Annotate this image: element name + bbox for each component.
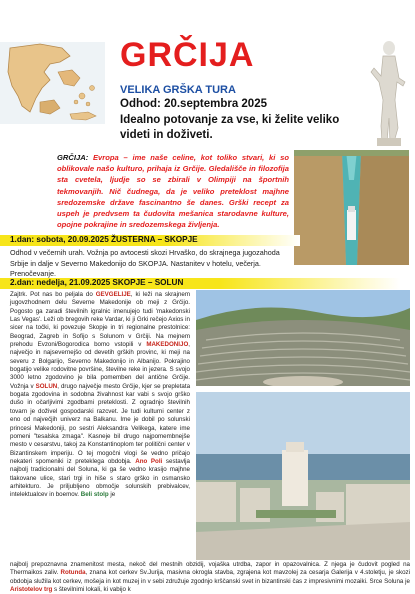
day2-text-part: , ki leži na skrajnem jugovzhodnem delu Severne Makedonije ob meji z Grčijo. Pogosto ga zaradi številnih igralnic imenujejo tudi 'makedonski Las Vegas'. Leži ob bregovih reke Vardar, ki ji Grki rečejo Axios in sicer na točki, ki povezuje Skopje in tri regionalne prestolnice: Beograd, Zagreb in Sofijo s Solunom v Grčiji. Na mejnem prehodu Evzoni/Bogorodica bomo vstopili v — [10, 291, 190, 349]
place-ano-poli: Ano Poli — [135, 457, 163, 465]
departure-date: Odhod: 20.septembra 2025 — [120, 98, 267, 110]
apollo-statue-image — [365, 38, 413, 148]
amphitheatre-photo — [196, 290, 410, 386]
place-aristotelov-trg: Aristotelov trg — [10, 586, 53, 594]
day2-text-part: Zajtrk. Pot nas bo peljala do — [10, 291, 96, 298]
day2-text-continued — [10, 561, 410, 594]
page-title: GRČIJA — [120, 36, 255, 74]
corinth-canal-image — [294, 150, 409, 265]
day2-text-part: , drugo največje mesto Grčije, kjer se prepletata bogata zgodovina in sodobna živahnost kar vabi s svojo grško dušo in očarljivimi zgodbami preteklosti. Z ogradnjo številnih tovarn je doživel gospodarski razcvet. Je tudi kulturni center z eno od največjih univerz na Balkanu. Ime je dobil po solunski princesi Makedoniji, po sestri Aleksandra Velikega, katere ime pomeni "tesalska zmaga". Kasneje bil drugo najpomembnejše mesto v cesarstvu, takoj za Konstantinoplom ter politični center v Bizantinskem imperiju. O tej mogočni vlogi še vedno pričajo nekateri spomeniki iz preteklega obdobja. — [10, 382, 191, 465]
place-rotunda: Rotunda — [60, 569, 86, 577]
tour-subtitle: VELIKA GRŠKA TURA — [120, 84, 236, 96]
day2-text-part: je — [108, 491, 116, 499]
tagline: Idealno potovanje za vse, ki želite veliko videti in doživeti. — [120, 114, 340, 141]
place-gevgelija: GEVGELIJE — [95, 291, 131, 298]
greece-map-image — [0, 42, 105, 124]
intro-lead: GRČIJA: — [57, 153, 89, 162]
day1-text: Odhod v večernih urah. Vožnja po avtocesti skozi Hrvaško, do skrajnega jugozahoda Srbije in dalje v Severno Makedonijo do SKOPJA. Nastanitev v hotelu, večerja. Prenočevanje. — [10, 248, 280, 278]
thessaloniki-white-tower-photo — [196, 392, 410, 560]
day2-text — [10, 291, 190, 500]
place-makedonija: MAKEDONIJO — [146, 341, 189, 349]
intro-text: Evropa – ime naše celine, kot toliko stvari, ki so oblikovale našo kulturo, prihaja iz Grčije. Gledališče in filozofija sta cvetela, ljudje so se zbirali v Olimpiji na športnih tekmovanjih. Nič čudnega, da je veliko preteklost majhne sredozemske države fascinantno še danes. Grški recept za uspeh je predvsem ta čudovita mešanica starodavne kulture, opojne pokrajine in sredozemskega življenja. — [57, 153, 289, 230]
day2-text-part: s številnimi lokali, ki vabijo k — [52, 586, 131, 594]
day1-heading: 1.dan: sobota, 20.09.2025 ŽUSTERNA – SKOPJE — [0, 235, 300, 246]
intro-paragraph — [57, 152, 289, 230]
day2-text-part: , največjo in najsevernejšo od devetih grških provinc, ki meji na severu z Bolgarijo, Severno Makedonijo in Albanijo. Pokrajino bogatijo velike rodovitne površine, številne reke in jezera. S svojo 3000 letno zgodovino je bila pomemben del antične Grčije. Vožnja v — [10, 341, 190, 390]
place-beli-stolp: Beli stolp — [80, 491, 109, 499]
place-solun: SOLUN — [35, 382, 58, 390]
day2-text-part: , znana kot cerkev Sv.Jurija, masivna okrogla stavba, zgrajena kot mavzolej za cesarja Galerija v 4.stoletju, je skozi obdobja služila kot cerkev, mošeja in kot muzej in v sebi združuje zgodnjo krščanski svet in bizantinski čas z impresivnimi mozaiki. Srce Soluna je — [10, 569, 410, 585]
day2-heading: 2.dan: nedelja, 21.09.2025 SKOPJE – SOLUN — [0, 278, 400, 289]
day2-text-part: sestavlja najbolj tradicionalni del Soluna, ki ga še vedno krasijo majhne tlakovane ulice, stari trgi in hiše s staro grško in osmansko arhitekturo. Je priljubljeno območje solunskih prebivalcev, intelektualcev in boemov. — [10, 457, 190, 499]
day2-text-part: najbolj prepoznavna znamenitost mesta, nekoč del mestnih obzidij, vojaška utrdba, zapor in opazovalnica. Z njega je čudovit pogled na Thermaikos zaliv. — [10, 561, 410, 577]
